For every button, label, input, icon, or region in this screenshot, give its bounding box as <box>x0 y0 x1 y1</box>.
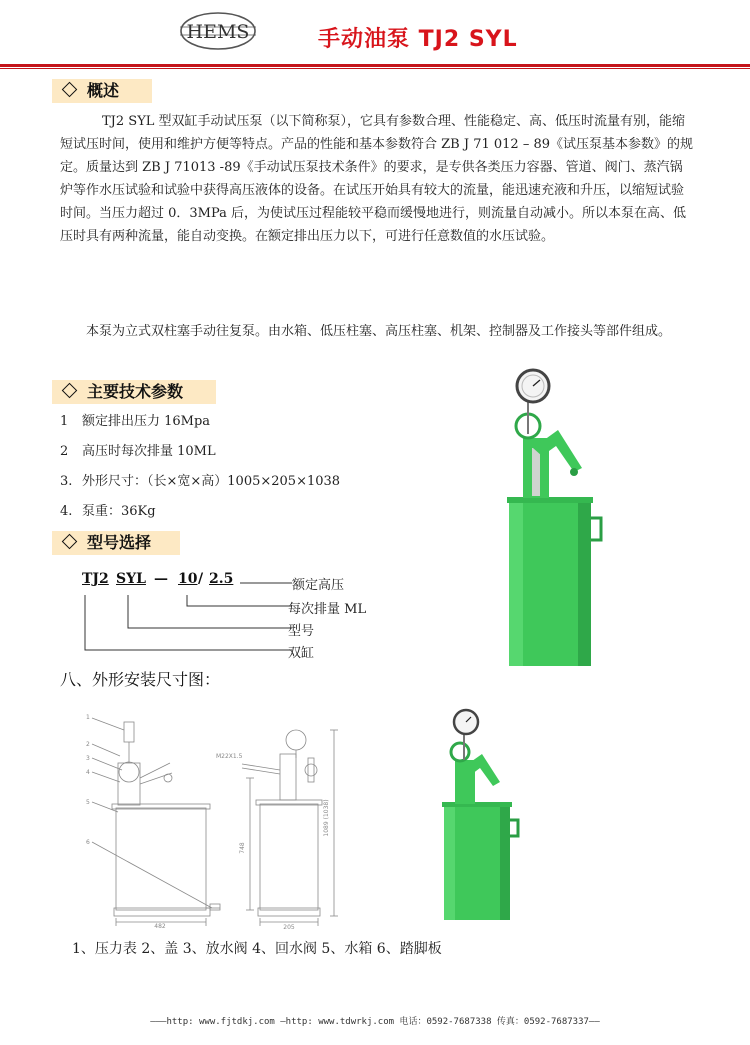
model-dash: — <box>154 571 168 587</box>
spec-text: 外形尺寸：（长×宽×高）1005×205×1038 <box>82 474 341 489</box>
overview-paragraph-2: 本泵为立式双柱塞手动往复泵。由水箱、低压柱塞、高压柱塞、机架、控制器及工作接头等部件组成。 <box>86 324 672 339</box>
diamond-bullet-icon <box>62 82 78 98</box>
callout-1: 1 <box>86 714 90 721</box>
spec-text: 额定排出压力 16Mpa <box>82 414 211 429</box>
callout-4: 4 <box>86 769 90 776</box>
front-view-drawing <box>78 708 228 930</box>
spec-number: 1 <box>60 414 69 429</box>
model-leader-lines <box>80 575 300 660</box>
section-heading-specs <box>52 380 216 404</box>
model-label-displacement: 每次排量 ML <box>288 602 367 617</box>
spec-text: 泵重：36Kg <box>82 504 156 519</box>
svg-text:HEMS: HEMS <box>186 21 250 43</box>
dimension-width-side: 205 <box>283 924 295 930</box>
side-view-drawing <box>212 718 352 930</box>
pump-photo-small <box>430 708 530 922</box>
callout-6: 6 <box>86 839 90 846</box>
footer-contact: ———http: www.fjtdkj.com —http: www.tdwrkj.com 电话：0592-7687338 传真：0592-7687337—— <box>150 1017 600 1027</box>
dimension-height-2: 1089 (1038) <box>323 799 330 837</box>
section-heading-overview <box>52 79 152 103</box>
document-title: 手动油泵 TJ2 SYL <box>318 27 518 52</box>
parts-legend: 1、压力表 2、盖 3、放水阀 4、回水阀 5、水箱 6、踏脚板 <box>72 941 442 957</box>
callout-3: 3 <box>86 755 90 762</box>
section-heading-model <box>52 531 180 555</box>
overview-paragraph-1: TJ2 SYL 型双缸手动试压泵（以下简称泵），它具有参数合理、性能稳定、高、低压时流量有别，能缩短试压时间，使用和维护方便等特点。产品的性能和基本参数符合 ZB J 71 012 – 89《试压泵基本参数》的规定。质量达到 ZB J 71013 -89《手动试压泵技术条件》的要求，是专供各类压力容器、管道、阀门、蒸汽锅炉等作水压试验和试验中获得高压液体的设备。在试压开始具有较大的流量，能迅速充液和升压，以缩短试验时间。当压力超过 0．3MPa 后，为使试压过程能较平稳而缓慢地进行，则流量自动减小。所以本泵在高、低压时具有两种流量，能自动变换。在额定排出压力以下，可进行任意数值的水压试验。 <box>60 114 693 244</box>
callout-2: 2 <box>86 741 90 748</box>
spec-item <box>60 440 216 459</box>
header-rule <box>0 64 750 67</box>
model-code-tj2: TJ2 <box>82 571 109 587</box>
diamond-bullet-icon <box>62 534 78 550</box>
pump-photo <box>478 368 626 668</box>
dimension-width-front: 482 <box>154 923 166 930</box>
spec-text: 高压时每次排量 10ML <box>82 444 216 459</box>
model-label-rated-pressure: 额定高压 <box>292 578 345 593</box>
spec-item <box>60 470 340 489</box>
callout-5: 5 <box>86 799 90 806</box>
spec-number: 3. <box>60 474 73 489</box>
hems-logo <box>178 8 258 54</box>
model-code-syl: SYL <box>116 571 146 587</box>
diamond-bullet-icon <box>62 383 78 399</box>
section-heading-dimensions: 八、外形安装尺寸图： <box>60 670 221 689</box>
section-heading-text: 型号选择 <box>87 533 152 552</box>
model-label-type: 型号 <box>288 624 315 639</box>
model-code-pressure: 2.5 <box>209 571 234 587</box>
section-heading-text: 概述 <box>87 81 120 100</box>
section-heading-text: 主要技术参数 <box>87 382 184 401</box>
model-code-flow: 10 <box>178 571 198 587</box>
spec-number: 4. <box>60 504 73 519</box>
spec-number: 2 <box>60 444 69 459</box>
model-slash: / <box>198 571 204 587</box>
header-rule-thin <box>0 68 750 69</box>
spec-item <box>60 410 210 429</box>
dimension-height-1: 748 <box>239 842 246 854</box>
dimension-thread: M22X1.5 <box>216 753 243 760</box>
spec-item <box>60 500 156 519</box>
model-label-dual-cylinder: 双缸 <box>288 646 315 661</box>
